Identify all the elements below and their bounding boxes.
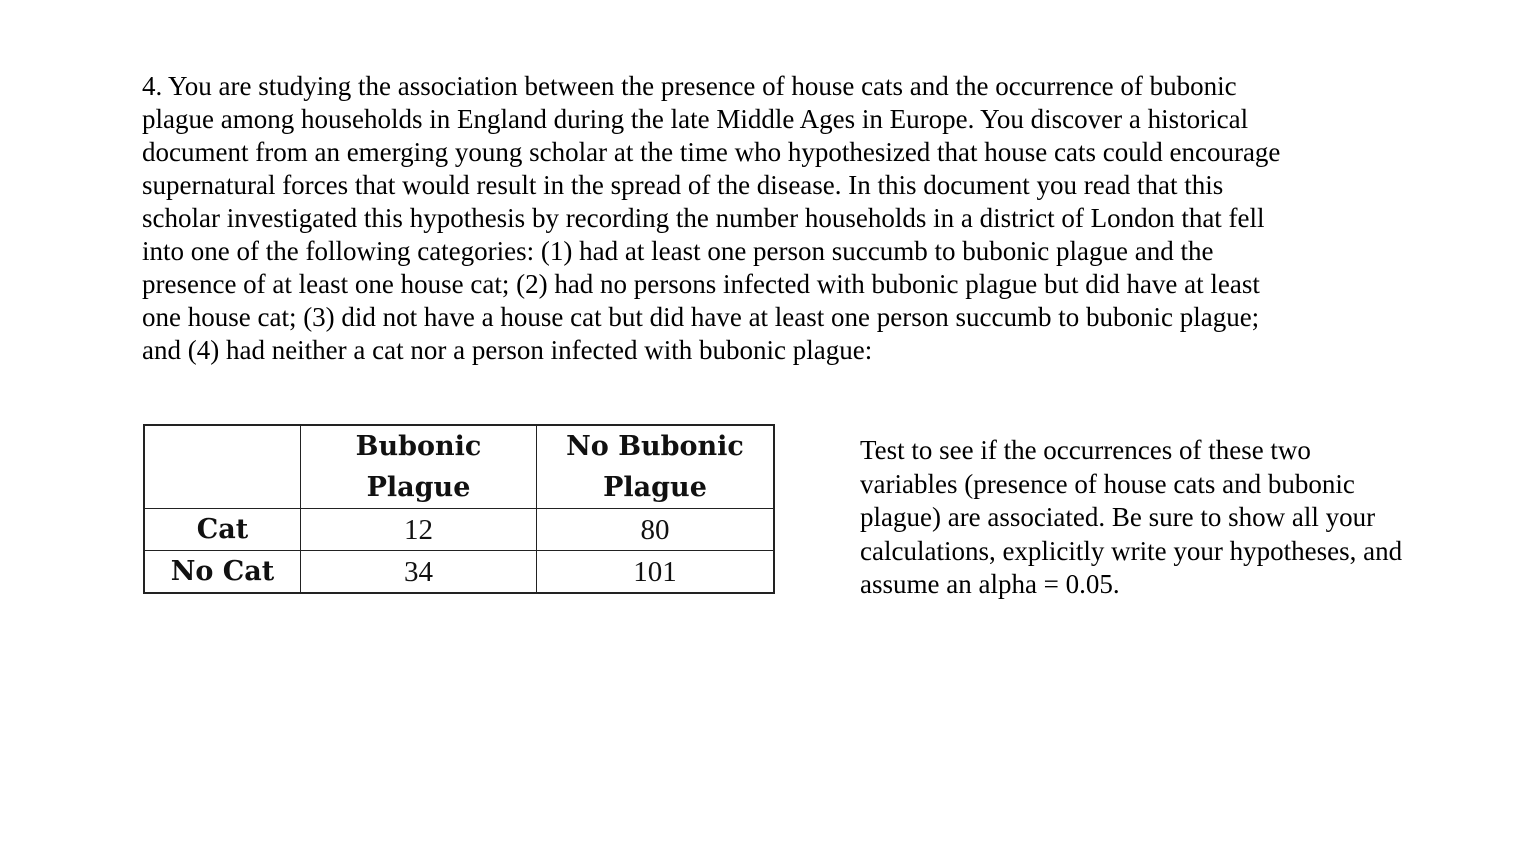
question-line: plague among households in England during the late Middle Ages in Europe. You discover a historical xyxy=(142,104,1249,134)
instructions-line: calculations, explicitly write your hypotheses, and xyxy=(860,535,1403,566)
header-line: Plague xyxy=(366,472,471,503)
row-label-cat: Cat xyxy=(144,509,301,551)
table-header-row xyxy=(144,425,774,509)
question-line: scholar investigated this hypothesis by recording the number households in a district of London that fell xyxy=(142,203,1265,233)
question-line: presence of at least one house cat; (2) had no persons infected with bubonic plague but did have at least xyxy=(142,269,1260,299)
cell-no-cat-bubonic: 34 xyxy=(301,551,537,594)
table-row-no-cat xyxy=(144,551,774,594)
cell-no-cat-no-bubonic: 101 xyxy=(537,551,775,594)
instructions-line: Test to see if the occurrences of these two xyxy=(860,435,1311,465)
question-line: one house cat; (3) did not have a house cat but did have at least one person succumb to bubonic plague; xyxy=(142,302,1260,332)
instructions-line: plague) are associated. Be sure to show all your xyxy=(860,502,1376,532)
cell-cat-bubonic: 12 xyxy=(301,509,537,551)
question-text xyxy=(142,70,1382,367)
header-bubonic-plague xyxy=(301,425,537,509)
instructions-line: variables (presence of house cats and bubonic xyxy=(860,468,1355,499)
instructions-line: assume an alpha = 0.05. xyxy=(860,569,1120,599)
question-line: into one of the following categories: (1) had at least one person succumb to bubonic plague and the xyxy=(142,236,1214,266)
instructions-text xyxy=(860,434,1480,602)
table-corner-cell xyxy=(144,425,301,509)
contingency-table xyxy=(143,424,775,594)
question-line: 4. You are studying the association between the presence of house cats and the occurrence of bubonic xyxy=(142,71,1237,101)
header-line: Bubonic xyxy=(355,431,482,462)
question-line: and (4) had neither a cat nor a person infected with bubonic plague: xyxy=(142,335,873,365)
header-line: No Bubonic xyxy=(566,431,744,462)
table-row-cat xyxy=(144,509,774,551)
row-label-no-cat: No Cat xyxy=(144,551,301,594)
question-line: document from an emerging young scholar at the time who hypothesized that house cats could encourage xyxy=(142,137,1281,167)
header-no-bubonic-plague xyxy=(537,425,775,509)
cell-cat-no-bubonic: 80 xyxy=(537,509,775,551)
header-line: Plague xyxy=(603,472,707,503)
question-line: supernatural forces that would result in the spread of the disease. In this document you read that this xyxy=(142,170,1224,200)
